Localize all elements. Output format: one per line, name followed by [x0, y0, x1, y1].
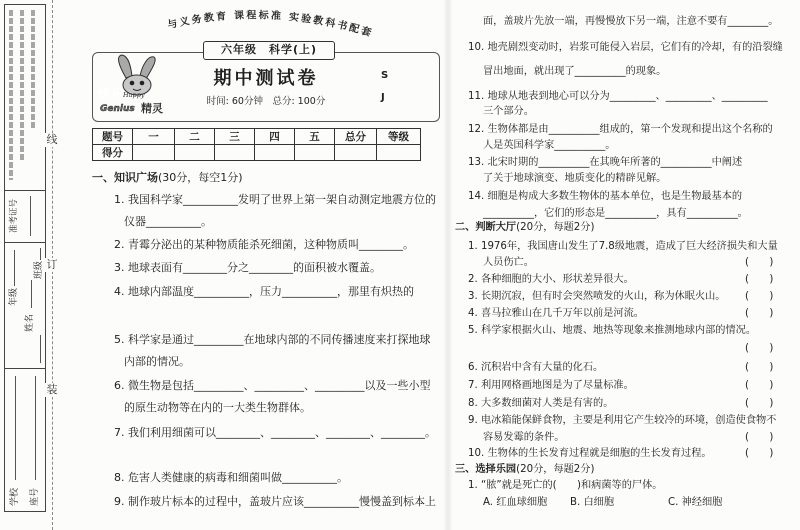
- part1-q13-line2: 了关于地球演变、地质变化的精辟见解。: [483, 173, 667, 184]
- happy-genius-logo: [96, 54, 170, 118]
- logo-eye-icon: [140, 81, 145, 86]
- page-title: 期中测试卷: [213, 68, 319, 89]
- score-cell: [295, 145, 335, 161]
- part3-q1-option-b: B. 白细胞: [570, 497, 615, 508]
- part1-q4-line1: 4. 地球内部温度__________，压力__________，那里有炽热的: [114, 285, 414, 298]
- part2-q9-line2: 容易发霉的条件。: [483, 432, 565, 443]
- grade-label: 年级: [9, 288, 19, 307]
- part1-q6-line1: 6. 微生物是包括_________、_________、_________以及一些小型: [114, 379, 431, 392]
- school-label: 学校: [10, 488, 20, 507]
- logo-en-bottom: Genius: [100, 104, 135, 114]
- part1-q11-line1: 11. 地球从地表到地心可以分为_________、_________、_________: [468, 91, 768, 102]
- part1-q5-line1: 5. 科学家是通过_________在地球内部的不同传播速度来打探地球: [114, 333, 431, 346]
- class-label: 班级: [34, 261, 44, 280]
- part2-q4-line1: 4. 喜马拉雅山在几千万年以前是河流。: [468, 308, 644, 319]
- binding-instructions-column: [31, 10, 35, 130]
- part2-q9-answer-bracket: ( ): [745, 432, 774, 443]
- score-table-header-cell: 总分: [335, 129, 377, 145]
- part2-q5-answer-bracket: ( ): [745, 343, 774, 354]
- part3-title: 三、选择乐园: [455, 464, 517, 475]
- part2-q3-line1: 3. 长期沉寂，但有时会突然喷发的火山，称为休眠火山。: [468, 291, 726, 302]
- logo-ear-left-icon: [119, 55, 132, 78]
- part3-q1-option-c: C. 神经细胞: [668, 497, 723, 508]
- part2-q9-line1: 9. 电冰箱能保鲜食物，主要是利用它产生较冷的环境，创造使食物不: [468, 415, 777, 426]
- part2-q1-line1: 1. 1976年，我国唐山发生了7.8级地震，造成了巨大经济损失和大量: [468, 241, 778, 252]
- part1-q2-line1: 2. 青霉分泌出的某种物质能杀死细菌，这种物质叫________。: [114, 238, 414, 251]
- part1-note: (30分，每空1分): [158, 171, 243, 184]
- fold-mark-line: 线: [46, 133, 58, 146]
- part2-q8-answer-bracket: ( ): [745, 398, 774, 409]
- score-cell: [377, 145, 421, 161]
- fold-mark-pack: 装: [46, 383, 58, 396]
- part1-q9-line2: 面，盖玻片先放一端，再慢慢放下另一端，注意不要有________。: [483, 16, 779, 27]
- edition-code-j: J: [381, 92, 385, 103]
- binding-strip-divider: [4, 242, 46, 243]
- score-cell: [255, 145, 295, 161]
- part1-q13-line1: 13. 北宋时期的__________在其晚年所著的__________中阐述: [468, 157, 743, 168]
- name-label: 姓名: [25, 314, 35, 333]
- part1-q1-line2: 仪器__________。: [124, 215, 212, 228]
- name-field-line: [40, 335, 41, 363]
- part1-title: 一、知识广场: [92, 171, 158, 184]
- part2-q10-line1: 10. 生物体的生长发育过程就是细胞的生长发育过程。: [468, 448, 712, 459]
- binding-strip-divider: [4, 368, 46, 369]
- part2-q4-answer-bracket: ( ): [745, 308, 774, 319]
- part2-q10-answer-bracket: ( ): [745, 448, 774, 459]
- exam-number-field-line: [30, 196, 31, 236]
- score-cell: [133, 145, 175, 161]
- svg-text:与义务教育 课程标准 实验教科书配套: [166, 8, 375, 39]
- part2-note: (20分，每题2分): [516, 222, 595, 233]
- logo-eye-icon: [130, 81, 135, 86]
- logo-cn-top: 快乐: [98, 87, 125, 102]
- grade-subject-banner: 六年级 科学(上): [203, 41, 335, 60]
- part2-q7-line1: 7. 利用网格画地图是为了尽量标准。: [468, 380, 634, 391]
- school-field-line: [15, 376, 16, 480]
- series-arc-text: 与义务教育 课程标准 实验教科书配套: [166, 10, 375, 40]
- part3-q1-option-a: A. 红血球细胞: [483, 497, 548, 508]
- part2-q2-answer-bracket: ( ): [745, 274, 774, 285]
- part2-q1-answer-bracket: ( ): [745, 257, 774, 268]
- part1-q12-line2: 人是英国科学家__________。: [483, 140, 616, 151]
- part1-q3-line1: 3. 地球表面有________分之________的面积被水覆盖。: [114, 261, 381, 274]
- part1-q9-line1: 9. 制作玻片标本的过程中，盖玻片应该__________慢慢盖到标本上: [114, 495, 436, 508]
- logo-en-top: Happy: [123, 91, 145, 99]
- part1-q1-line1: 1. 我国科学家__________发明了世界上第一架自动测定地震方位的: [114, 193, 436, 206]
- part2-q8-line1: 8. 大多数细菌对人类是有害的。: [468, 398, 614, 409]
- part2-q1-line2: 人员伤亡。: [483, 257, 534, 268]
- score-table-header-cell: 二: [175, 129, 215, 145]
- score-cell: [215, 145, 255, 161]
- edition-code-s: S: [381, 70, 389, 81]
- score-table: [92, 128, 421, 161]
- part1-heading: [92, 171, 243, 185]
- score-table-header-cell: 题号: [93, 129, 133, 145]
- seat-label: 座号: [30, 488, 40, 507]
- binding-instructions-column: [9, 10, 13, 180]
- grade-field-line: [14, 250, 15, 286]
- exam-time-and-score: 时间: 60分钟 总分: 100分: [206, 96, 326, 107]
- page-gutter: [443, 0, 453, 530]
- score-cell: [335, 145, 377, 161]
- part1-q14-line2: __________，它们的形态是__________，具有__________。: [483, 208, 748, 219]
- part2-heading: [455, 221, 594, 234]
- part1-q10-line2: 冒出地面，就出现了__________的现象。: [483, 66, 667, 77]
- score-table-header-cell: 一: [133, 129, 175, 145]
- part2-q7-answer-bracket: ( ): [745, 380, 774, 391]
- part1-q10-line1: 10. 地壳剧烈变动时，岩浆可能侵入岩层，它们有的冷却，有的沿裂缝: [468, 42, 783, 53]
- part2-q5-line1: 5. 科学家根据火山、地震、地热等现象来推测地球内部的情况。: [468, 325, 757, 336]
- part1-q5-line2: 内部的情况。: [124, 355, 190, 368]
- part2-q3-answer-bracket: ( ): [745, 291, 774, 302]
- part2-q2-line1: 2. 各种细胞的大小、形状差异很大。: [468, 274, 634, 285]
- exam-number-label: 准考证号: [9, 199, 19, 234]
- score-table-header-cell: 四: [255, 129, 295, 145]
- binding-strip-divider: [4, 190, 46, 191]
- name-field-line: [31, 280, 32, 308]
- part1-q12-line1: 12. 生物体都是由__________组成的，第一个发现和提出这个名称的: [468, 124, 773, 135]
- seat-field-line: [35, 376, 36, 480]
- score-table-header-row: [93, 129, 421, 145]
- part1-q7-line1: 7. 我们利用细菌可以________、________、________、________。: [114, 426, 436, 439]
- score-row-label: 得分: [93, 145, 133, 161]
- part2-q6-line1: 6. 沉积岩中含有大量的化石。: [468, 362, 604, 373]
- score-cell: [175, 145, 215, 161]
- part2-title: 二、判断大厅: [455, 222, 517, 233]
- part3-q1-line1: 1. “脓”就是死亡的( )和病菌等的尸体。: [468, 480, 663, 491]
- part1-q14-line1: 14. 细胞是构成大多数生物体的基本单位，也是生物最基本的: [468, 191, 743, 202]
- part3-heading: [455, 463, 594, 476]
- fold-mark-bind: 订: [46, 258, 58, 271]
- score-table-score-row: [93, 145, 421, 161]
- score-table-header-cell: 三: [215, 129, 255, 145]
- logo-cn-bottom: 精灵: [141, 102, 163, 115]
- binding-instructions-column: [20, 10, 24, 160]
- score-table-header-cell: 等级: [377, 129, 421, 145]
- score-table-header-cell: 五: [295, 129, 335, 145]
- part1-q6-line2: 的原生动物等在内的一大类生物群体。: [124, 401, 311, 414]
- part3-note: (20分，每题2分): [516, 464, 595, 475]
- part1-q11-line2: 三个部分。: [483, 106, 534, 117]
- part1-q8-line1: 8. 危害人类健康的病毒和细菌叫做__________。: [114, 471, 348, 484]
- part2-q6-answer-bracket: ( ): [745, 362, 774, 373]
